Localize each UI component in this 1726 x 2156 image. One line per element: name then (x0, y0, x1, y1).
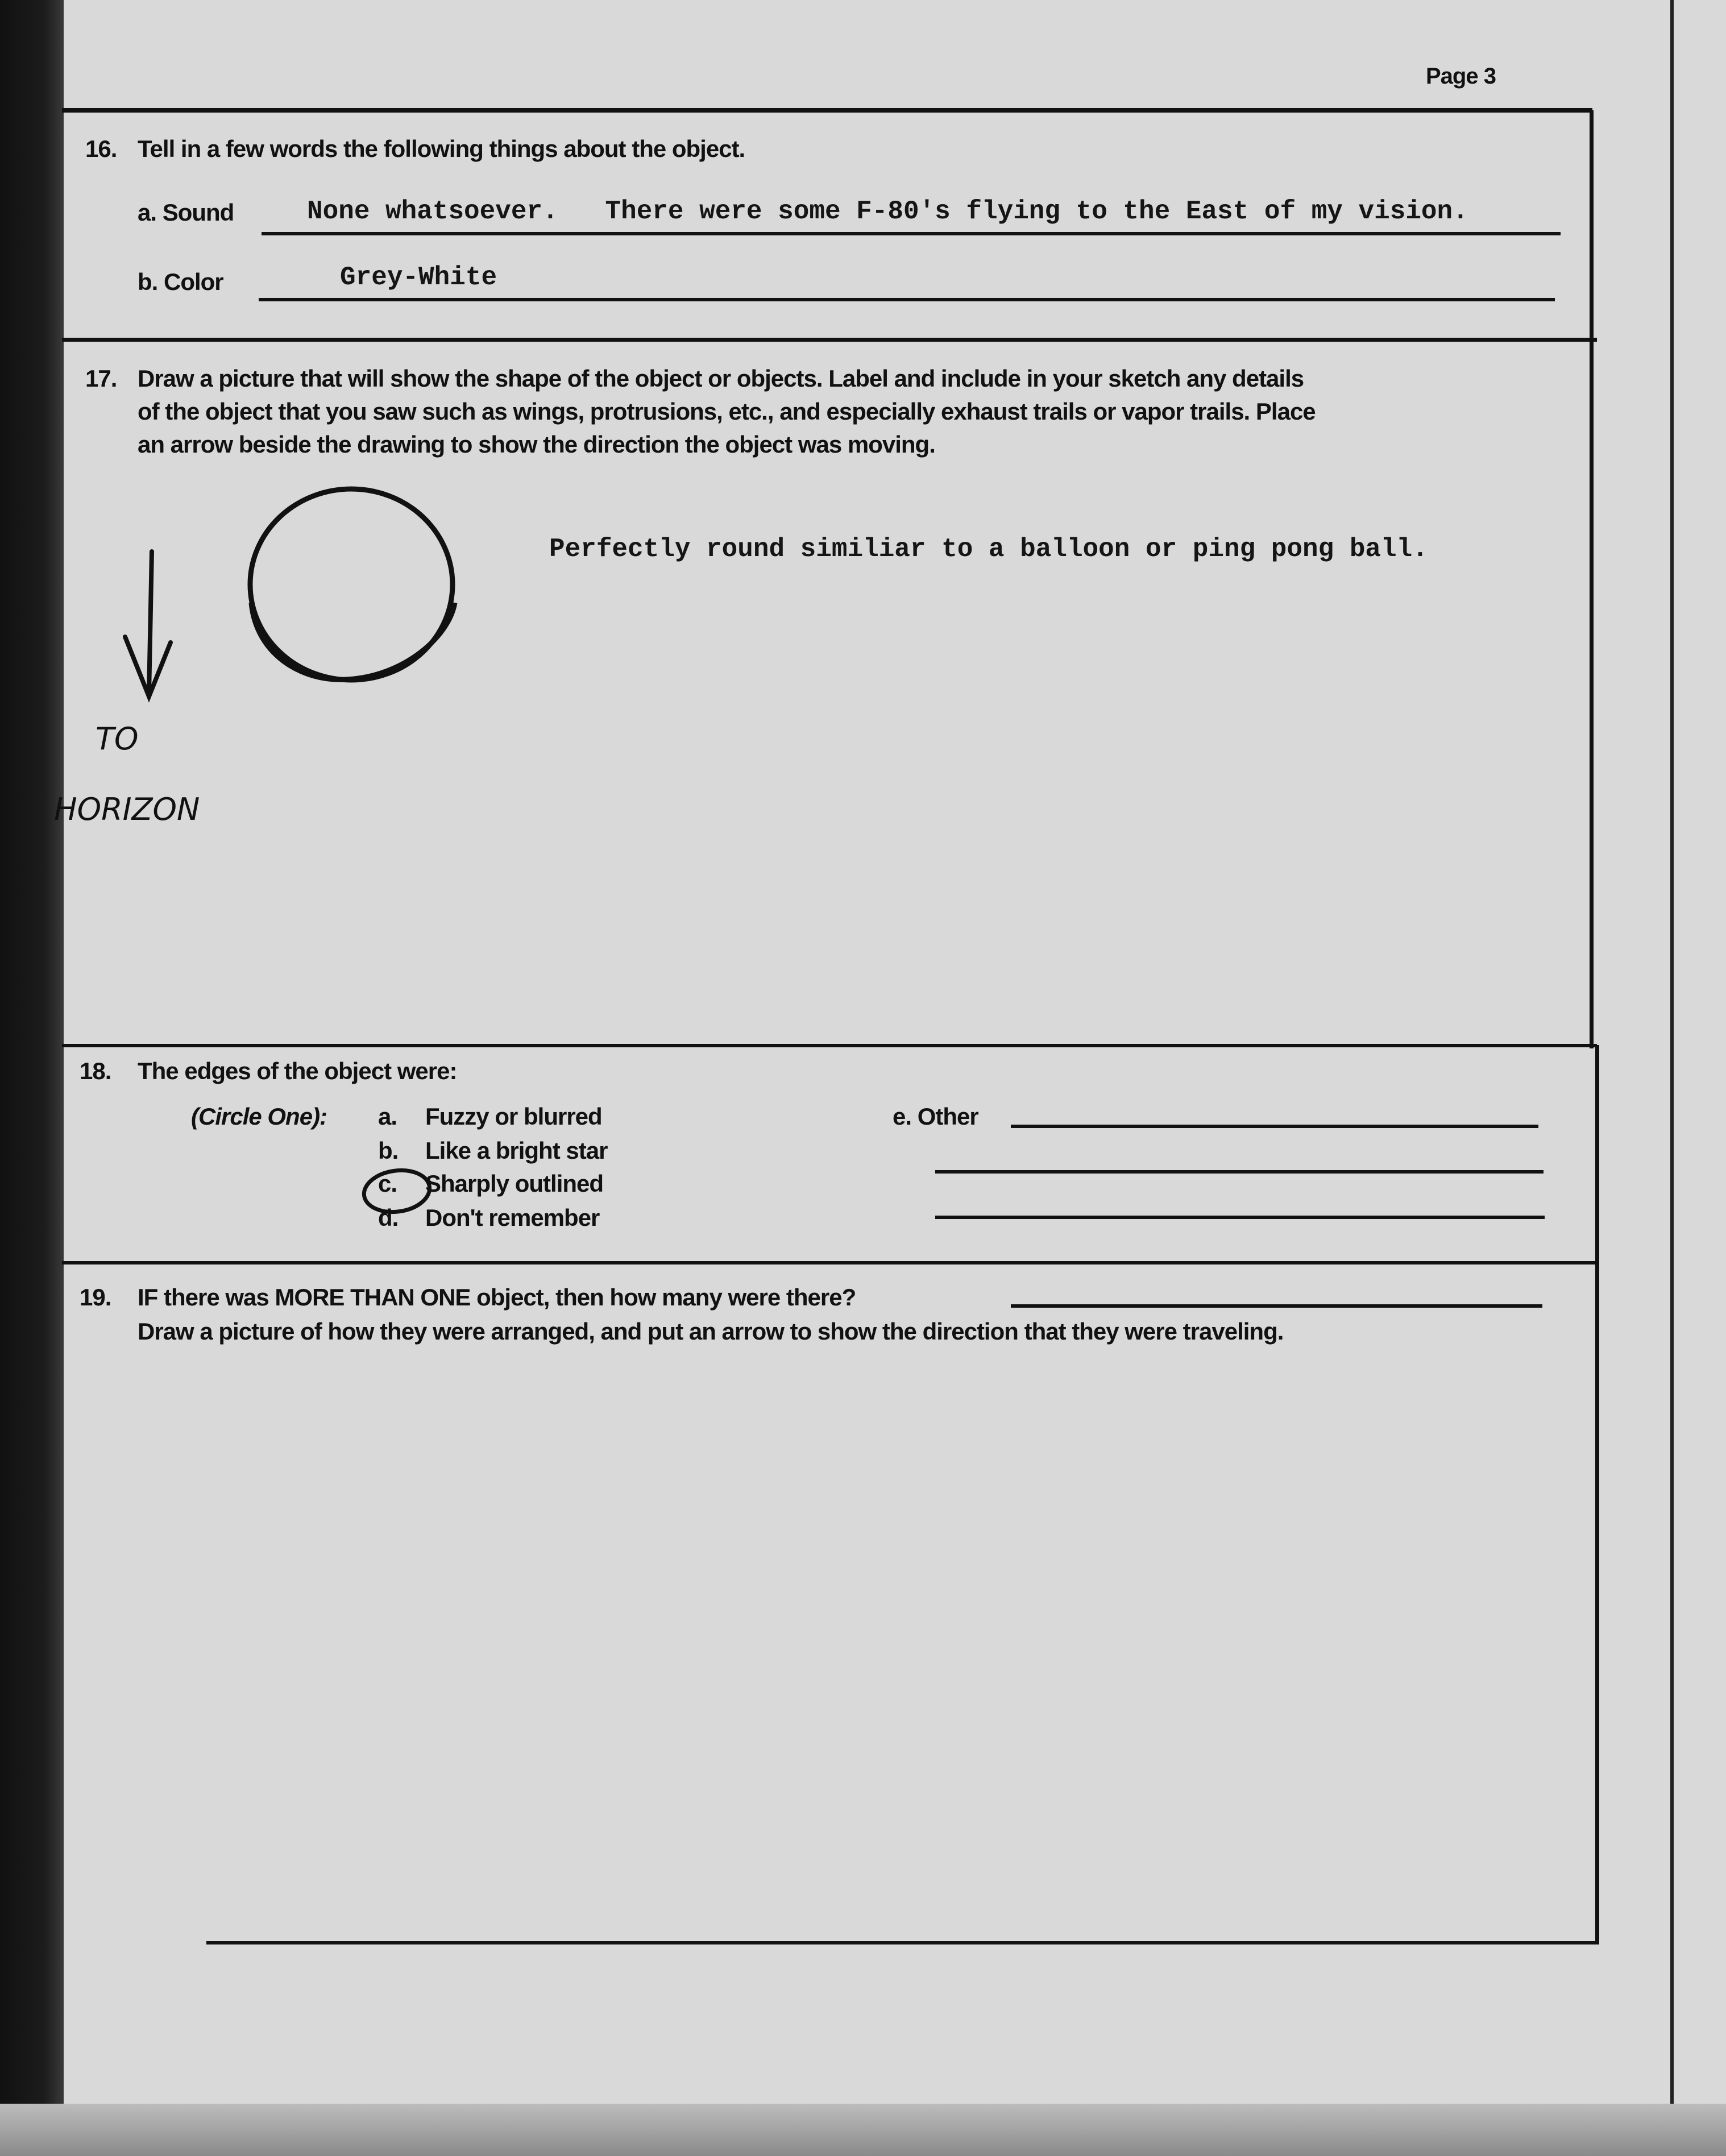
scan-edge-right (1670, 0, 1674, 2156)
option-c-letter[interactable]: c. (378, 1170, 397, 1197)
other-answer-line-1[interactable] (1011, 1125, 1538, 1128)
arrow-down-icon (125, 552, 171, 696)
q17-prompt-line-3: an arrow beside the drawing to show the direction the object was moving. (138, 431, 935, 458)
arrow-label-horizon: HORIZON (54, 791, 200, 827)
color-answer-field[interactable]: Grey-White (340, 263, 497, 292)
q18-prompt: The edges of the object were: (138, 1058, 457, 1084)
option-b-text[interactable]: Like a bright star (425, 1137, 608, 1164)
scan-edge-left (0, 0, 64, 2156)
option-c-text[interactable]: Sharply outlined (425, 1170, 604, 1197)
option-a-letter[interactable]: a. (378, 1103, 397, 1130)
circle-one-instruction: (Circle One): (191, 1103, 327, 1130)
option-a-text[interactable]: Fuzzy or blurred (425, 1103, 602, 1130)
form-border-right-lower (1595, 1045, 1599, 1944)
sound-answer-line (262, 232, 1561, 235)
shape-description: Perfectly round similiar to a balloon or ping pong ball. (549, 534, 1428, 564)
divider-16-17 (62, 338, 1597, 342)
option-d-letter[interactable]: d. (378, 1204, 399, 1231)
form-border-bottom (206, 1941, 1599, 1944)
arrangement-drawing-area[interactable] (85, 1353, 1586, 1933)
sound-label: a. Sound (138, 199, 234, 226)
option-e-other-label: e. Other (893, 1103, 978, 1130)
divider-18-19 (62, 1261, 1597, 1264)
q17-prompt-line-1: Draw a picture that will show the shape of the object or objects. Label and include in your sketch any details (138, 365, 1304, 392)
q19-number: 19. (80, 1284, 111, 1311)
page-label: Page 3 (1426, 64, 1496, 89)
q17-number: 17. (85, 365, 117, 392)
scan-edge-bottom (0, 2104, 1726, 2156)
arrow-label-to: TO (96, 721, 139, 757)
other-answer-line-3[interactable] (935, 1216, 1545, 1219)
form-border-right (1590, 110, 1594, 1048)
color-label: b. Color (138, 268, 223, 295)
q16-number: 16. (85, 135, 117, 162)
color-answer-line (259, 298, 1555, 301)
round-object-sketch (250, 489, 455, 680)
q18-number: 18. (80, 1058, 111, 1084)
q17-prompt-line-2: of the object that you saw such as wings, protrusions, etc., and especially exhaust trails or vapor trails. Place (138, 398, 1316, 425)
form-border-top (62, 108, 1592, 113)
divider-17-18 (62, 1044, 1597, 1047)
object-count-line[interactable] (1011, 1304, 1542, 1308)
q19-prompt-2: Draw a picture of how they were arranged, and put an arrow to show the direction that they were traveling. (138, 1318, 1284, 1345)
sound-answer-field[interactable]: None whatsoever. There were some F-80's flying to the East of my vision. (307, 197, 1468, 226)
other-answer-line-2[interactable] (935, 1170, 1544, 1174)
option-b-letter[interactable]: b. (378, 1137, 399, 1164)
option-d-text[interactable]: Don't remember (425, 1204, 600, 1231)
q19-prompt: IF there was MORE THAN ONE object, then how many were there? (138, 1284, 856, 1311)
q16-prompt: Tell in a few words the following things about the object. (138, 135, 745, 162)
